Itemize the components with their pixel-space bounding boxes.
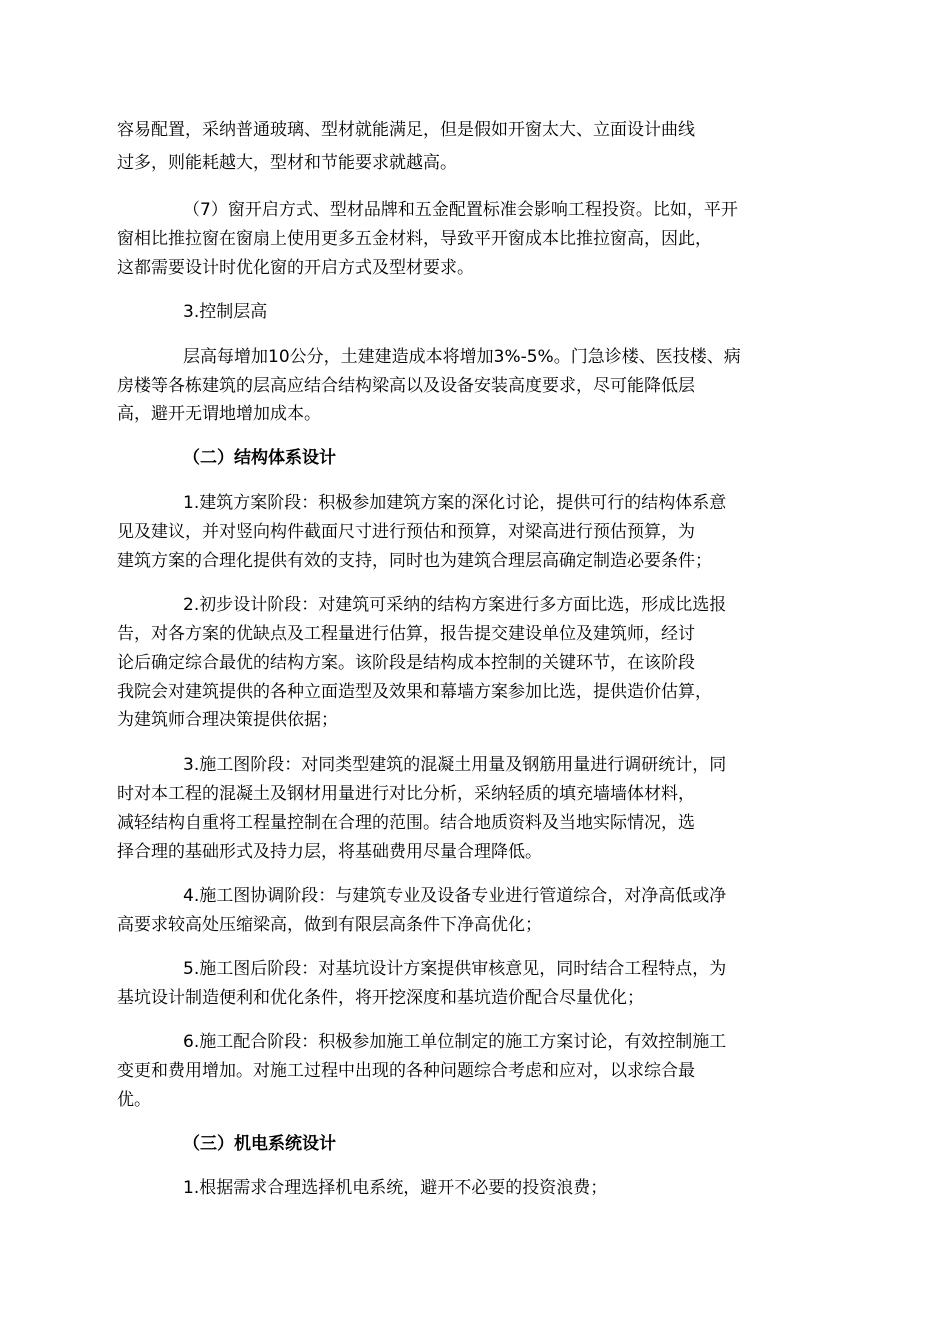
text-line: 高，避开无谓地增加成本。 — [117, 404, 321, 424]
text-line: 层高每增加10公分，土建建造成本将增加3%-5%。门急诊楼、医技楼、病 — [183, 347, 741, 367]
text-line: 4.施工图协调阶段：与建筑专业及设备专业进行管道综合，对净高低或净 — [183, 886, 727, 906]
text-line: 3.施工图阶段：对同类型建筑的混凝土用量及钢筋用量进行调研统计，同 — [183, 755, 727, 775]
text-line: 容易配置，采纳普通玻璃、型材就能满足，但是假如开窗太大、立面设计曲线 — [117, 120, 695, 140]
text-line: 变更和费用增加。对施工过程中出现的各种问题综合考虑和应对，以求综合最 — [117, 1061, 695, 1081]
text-line: 这都需要设计时优化窗的开启方式及型材要求。 — [117, 258, 474, 278]
text-line: 5.施工图后阶段：对基坑设计方案提供审核意见，同时结合工程特点，为 — [183, 959, 727, 979]
text-line: 时对本工程的混凝土及钢材用量进行对比分析，采纳轻质的填充墙墙体材料， — [117, 784, 695, 804]
text-line: 减轻结构自重将工程量控制在合理的范围。结合地质资料及当地实际情况，选 — [117, 813, 695, 833]
text-line: 过多，则能耗越大，型材和节能要求就越高。 — [117, 153, 457, 173]
text-line: 论后确定综合最优的结构方案。该阶段是结构成本控制的关键环节，在该阶段 — [117, 653, 695, 673]
section-heading: （二）结构体系设计 — [183, 448, 336, 468]
text-line: 告，对各方案的优缺点及工程量进行估算，报告提交建设单位及建筑师，经讨 — [117, 624, 695, 644]
text-line: 择合理的基础形式及持力层，将基础费用尽量合理降低。 — [117, 842, 542, 862]
text-line: 高要求较高处压缩梁高，做到有限层高条件下净高优化； — [117, 915, 542, 935]
text-line: 建筑方案的合理化提供有效的支持，同时也为建筑合理层高确定制造必要条件； — [117, 551, 712, 571]
text-line: 为建筑师合理决策提供依据； — [117, 710, 338, 730]
text-line: （7）窗开启方式、型材品牌和五金配置标准会影响工程投资。比如，平开 — [183, 200, 738, 220]
text-line: 2.初步设计阶段：对建筑可采纳的结构方案进行多方面比选，形成比选报 — [183, 595, 727, 615]
text-line: 6.施工配合阶段：积极参加施工单位制定的施工方案讨论，有效控制施工 — [183, 1032, 727, 1052]
text-line: 3.控制层高 — [183, 302, 268, 322]
text-line: 见及建议，并对竖向构件截面尺寸进行预估和预算，对梁高进行预估预算，为 — [117, 522, 695, 542]
text-line: 1.建筑方案阶段：积极参加建筑方案的深化讨论，提供可行的结构体系意 — [183, 493, 727, 513]
text-line: 窗相比推拉窗在窗扇上使用更多五金材料，导致平开窗成本比推拉窗高，因此， — [117, 229, 712, 249]
text-line: 1.根据需求合理选择机电系统，避开不必要的投资浪费； — [183, 1178, 608, 1198]
text-line: 优。 — [117, 1090, 151, 1110]
section-heading: （三）机电系统设计 — [183, 1134, 336, 1154]
text-line: 房楼等各栋建筑的层高应结合结构梁高以及设备安装高度要求，尽可能降低层 — [117, 376, 695, 396]
text-line: 我院会对建筑提供的各种立面造型及效果和幕墙方案参加比选，提供造价估算， — [117, 682, 712, 702]
text-line: 基坑设计制造便利和优化条件，将开挖深度和基坑造价配合尽量优化； — [117, 988, 644, 1008]
